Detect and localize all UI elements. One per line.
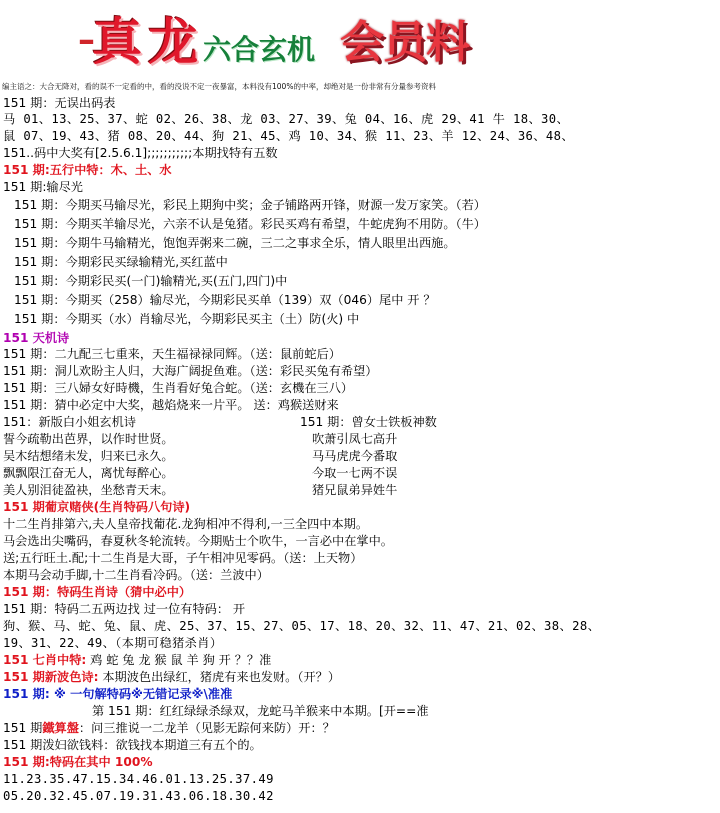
header-dash: – (78, 20, 95, 60)
line-tianji-4: 151 期：猜中必定中大奖，越焰烧来一片平。 送：鸡猴送财来 (3, 398, 339, 412)
line-poem-2: 151 期：今期买羊输尽光，六亲不认是兔猪。彩民买鸡有希望，牛蛇虎狗不用防。（牛） (14, 217, 486, 231)
tieban-line-2: 马马虎虎今番取 (312, 449, 398, 463)
header-title-long: 龙 (148, 12, 196, 71)
baixiaojie-line-1: 誓今疏勒出芭界，以作时世贤。 (3, 432, 174, 446)
baixiaojie-line-2: 吴木结想绪未发，归来已永久。 (3, 449, 174, 463)
line-poem-1: 151 期：今期买马输尽光，彩民上期狗中奖；金子铺路两开锋，财源一发万家笑。（若） (14, 198, 486, 212)
line-bose (3, 669, 340, 685)
line-dexia-title (3, 499, 190, 515)
tieban-line-1: 吹萧引凤七高升 (312, 432, 398, 446)
header-title-liuhexuanji: 六合玄机 (203, 33, 316, 66)
line-tema-shi-3: 19、31、22、49、（本期可稳猪杀肖） (3, 636, 223, 650)
wuxing-period: 151 期: (3, 163, 50, 177)
line-poem-5: 151 期：今期彩民买(一门)输精光,买(五门,四门)中 (14, 274, 288, 288)
tiesuanpan-label: 鐵算盤 (42, 721, 79, 735)
line-poem-3: 151 期：今期牛马输精光，饱饱弄粥来二碗，三二之事求全乐，情人眼里出西施。 (14, 236, 456, 250)
yiju-heading: ※ 一句解特码※无错记录※\准准 (54, 687, 233, 701)
disclaimer-text: 编主语之：大合无降对，看的误不一定看的中，看的没说不定一夜暴富，本料没有100%的中率，却绝对是一份非常有分量参考资料 (2, 82, 436, 91)
line-tema-numbers-1: 11.23.35.47.15.34.46.01.13.25.37.49 (3, 772, 274, 786)
line-qixiao (3, 652, 271, 668)
line-poem-6: 151 期：今期买（258）输尽光，今期彩民买单（139）双（046）尾中 开 ？ (14, 293, 436, 307)
line-tema-title (3, 754, 153, 770)
tema-heading: 特码在其中 100% (49, 755, 153, 769)
line-tema-shi-title (3, 584, 191, 600)
tema-period: 151 期: (3, 755, 50, 769)
yiju-period: 151 期: (3, 687, 54, 701)
baixiaojie-title: 151：新版白小姐玄机诗 (3, 415, 136, 429)
line-poem-7: 151 期：今期买（水）肖输尽光，今期彩民买主（土）防(火) 中 (14, 312, 360, 326)
dexia-period: 151 期 (3, 500, 45, 514)
tema-shi-period: 151 期： (3, 585, 58, 599)
tema-shi-heading: 特码生肖诗（猜中必中） (57, 585, 192, 599)
line-tianji-1: 151 期：二九配三七重来，天生福禄禄同辉。（送：鼠前蛇后） (3, 347, 341, 361)
line-dexia-2: 马会选出尖嘴码，春夏秋冬轮流转。今期贴士个吹牛，一言必中在掌中。 (3, 534, 393, 548)
line-yiju-title (3, 686, 232, 702)
line-yiju-text: 第 151 期：红红绿绿杀绿双，龙蛇马羊猴来中本期。[开==准 (92, 704, 429, 718)
bose-text: 本期波色出绿红，猪虎有来也发财。（开？） (98, 670, 341, 684)
baixiaojie-line-3: 飘飘限江奋无人，离忧每醉心。 (3, 466, 174, 480)
line-tema-shi-2: 狗、猴、马、蛇、兔、鼠、虎、25、37、15、27、05、17、18、20、32、11、47、21、02、38、28、 (3, 619, 601, 633)
tieban-title: 151 期：曾女士铁板神数 (300, 415, 437, 429)
line-big-prize: 151..码中大奖有[2.5.6.1];;;;;;;;;;;本期找特有五数 (3, 146, 278, 160)
line-dexia-4: 本期马会动手脚,十二生肖看冷码。（送：兰波中） (3, 568, 269, 582)
line-shujinguang: 151 期:输尽光 (3, 180, 83, 194)
dexia-heading: 葡京赌侠(生肖特码八句诗) (44, 500, 191, 514)
qixiao-label: 151 七肖中特: (3, 653, 87, 667)
line-poem-4: 151 期：今期彩民买绿输精光,买红蓝中 (14, 255, 228, 269)
tiesuanpan-text: ：问三推说一二龙羊（见影无踪何来防）开：？ (78, 721, 335, 735)
line-tema-shi-1: 151 期：特码二五两边找 过一位有特码： 开 (3, 602, 246, 616)
line-wuxing (3, 162, 172, 178)
line-zodiac-table-1: 马 01、13、25、37、蛇 02、26、38、龙 03、27、39、兔 04、16、虎 29、41 牛 18、30、 (3, 112, 570, 126)
bose-label: 151 期新波色诗: (3, 670, 99, 684)
baixiaojie-line-4: 美人别泪徒盈袂，坐愁青天末。 (3, 483, 174, 497)
tiesuanpan-period: 151 期 (3, 721, 43, 735)
wuxing-text: 五行中特：木、土、水 (49, 163, 172, 177)
page-header (0, 0, 720, 70)
line-tema-numbers-2: 05.20.32.45.07.19.31.43.06.18.30.42 (3, 789, 274, 803)
line-zodiac-table-2: 鼠 07、19、43、猪 08、20、44、狗 21、45、鸡 10、34、猴 11、23、羊 12、24、36、48、 (3, 129, 574, 143)
line-tiesuanpan (3, 720, 335, 736)
tieban-line-3: 今取一七两不误 (312, 466, 398, 480)
line-tianji-2: 151 期：洞儿欢盼主人归，大海广阔捉鱼难。（送：彩民买兔有希望） (3, 364, 378, 378)
line-dexia-1: 十二生肖排第六,夫人皇帝找葡花.龙狗相冲不得利,一三全四中本期。 (3, 517, 369, 531)
line-tianji-3: 151 期：三八婦女好時機，生肖看好兔合蛇。（送：玄機在三八） (3, 381, 354, 395)
line-wuwu-title: 151 期：无误出码表 (3, 96, 116, 110)
header-title-zhen: 真 (92, 12, 140, 71)
section-tianji-title: 151 天机诗 (3, 331, 70, 345)
line-dexia-3: 送;五行旺土.配;十二生肖是大哥，子午相冲见零码。（送：上天物） (3, 551, 363, 565)
qixiao-values: 鸡 蛇 兔 龙 猴 鼠 羊 狗 开 ？？准 (86, 653, 272, 667)
header-title-huiyuanliao: 会员料 (340, 17, 469, 68)
line-pofu: 151 期泼妇欲钱料：欲钱找本期道三有五个的。 (3, 738, 262, 752)
tieban-line-4: 猪兄鼠弟异姓牛 (312, 483, 398, 497)
